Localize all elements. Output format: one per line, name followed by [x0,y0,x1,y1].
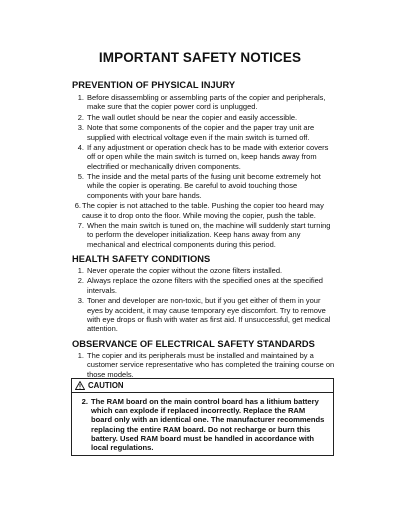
item-text: Always replace the ozone filters with the specified ones at the specified intervals. [87,276,323,295]
caution-label: CAUTION [88,381,124,390]
item-text: Toner and developer are non-toxic, but if you get either of them in your eyes by accident, it may cause temporary eye discomfort. Try to remove with eye drops or flush with water as first aid. If unsuccessful, get medical attention. [87,296,331,334]
item-text: Note that some components of the copier and the paper tray unit are supplied with electrical voltage even if the main switch is turned off. [87,123,315,142]
item-number: 1. [77,266,84,275]
list-item [72,172,336,200]
item-number: 4. [77,143,84,153]
caution-item [76,397,327,452]
item-text: The inside and the metal parts of the fusing unit become extremely hot while the copier is operating. Be careful to avoid touching those components with your bare hands. [87,172,321,200]
item-text: If any adjustment or operation check has to be made with exterior covers off or open while the main switch is turned on, keep hands away from electrified or mechanically driven components. [87,143,329,171]
electrical-safety-heading: OBSERVANCE OF ELECTRICAL SAFETY STANDARDS [72,339,315,349]
item-text: Never operate the copier without the ozone filters installed. [87,266,283,275]
list-item [72,351,336,379]
list-item [72,276,336,295]
item-number: 6. [74,201,81,211]
electrical-safety-list [72,351,336,380]
health-safety-list [72,266,336,335]
item-text: When the main switch is tuned on, the machine will suddenly start turning to perform the developer initialization. Keep hans away from any mechanical and electrical components during this period. [87,220,331,249]
caution-header [72,379,333,393]
list-item [72,143,336,171]
caution-box [71,378,334,456]
list-item [72,296,336,333]
item-number: 2. [81,397,88,406]
list-item [72,201,336,220]
list-item [72,123,336,142]
list-item [72,266,336,275]
item-number: 3. [77,123,84,133]
warning-triangle-icon [75,381,85,390]
item-text: The RAM board on the main control board has a lithium battery which can explode if replaced incorrectly. Replace the RAM board only with an identical one. The manufacturer recommends replacing the entire RAM board. Do not recharge or burn this battery. Used RAM board must be handled in accordance with local regulations. [91,397,325,453]
health-safety-heading: HEALTH SAFETY CONDITIONS [72,254,211,264]
item-number: 1. [77,93,84,102]
list-item [72,221,336,249]
page-title: IMPORTANT SAFETY NOTICES [98,50,302,65]
item-number: 1. [77,351,84,360]
item-number: 3. [77,296,84,306]
item-text: Before disassembling or assembling parts of the copier and peripherals, make sure that the copier power cord is unplugged. [87,93,326,112]
item-number: 7. [77,220,84,230]
caution-body [72,393,333,452]
item-number: 2. [77,276,84,286]
item-text: The copier is not attached to the table. Pushing the copier too heard may cause it to drop onto the floor. While moving the copier, push the table. [82,201,324,220]
item-number: 2. [77,112,84,122]
list-item [72,113,336,122]
item-text: The wall outlet should be near the copier and easily accessible. [87,112,298,122]
physical-injury-heading: PREVENTION OF PHYSICAL INJURY [72,80,236,90]
item-text: The copier and its peripherals must be installed and maintained by a customer service representative who has completed the training course on those models. [87,351,335,379]
list-item [72,93,336,112]
physical-injury-list [72,93,336,250]
item-number: 5. [77,172,84,182]
